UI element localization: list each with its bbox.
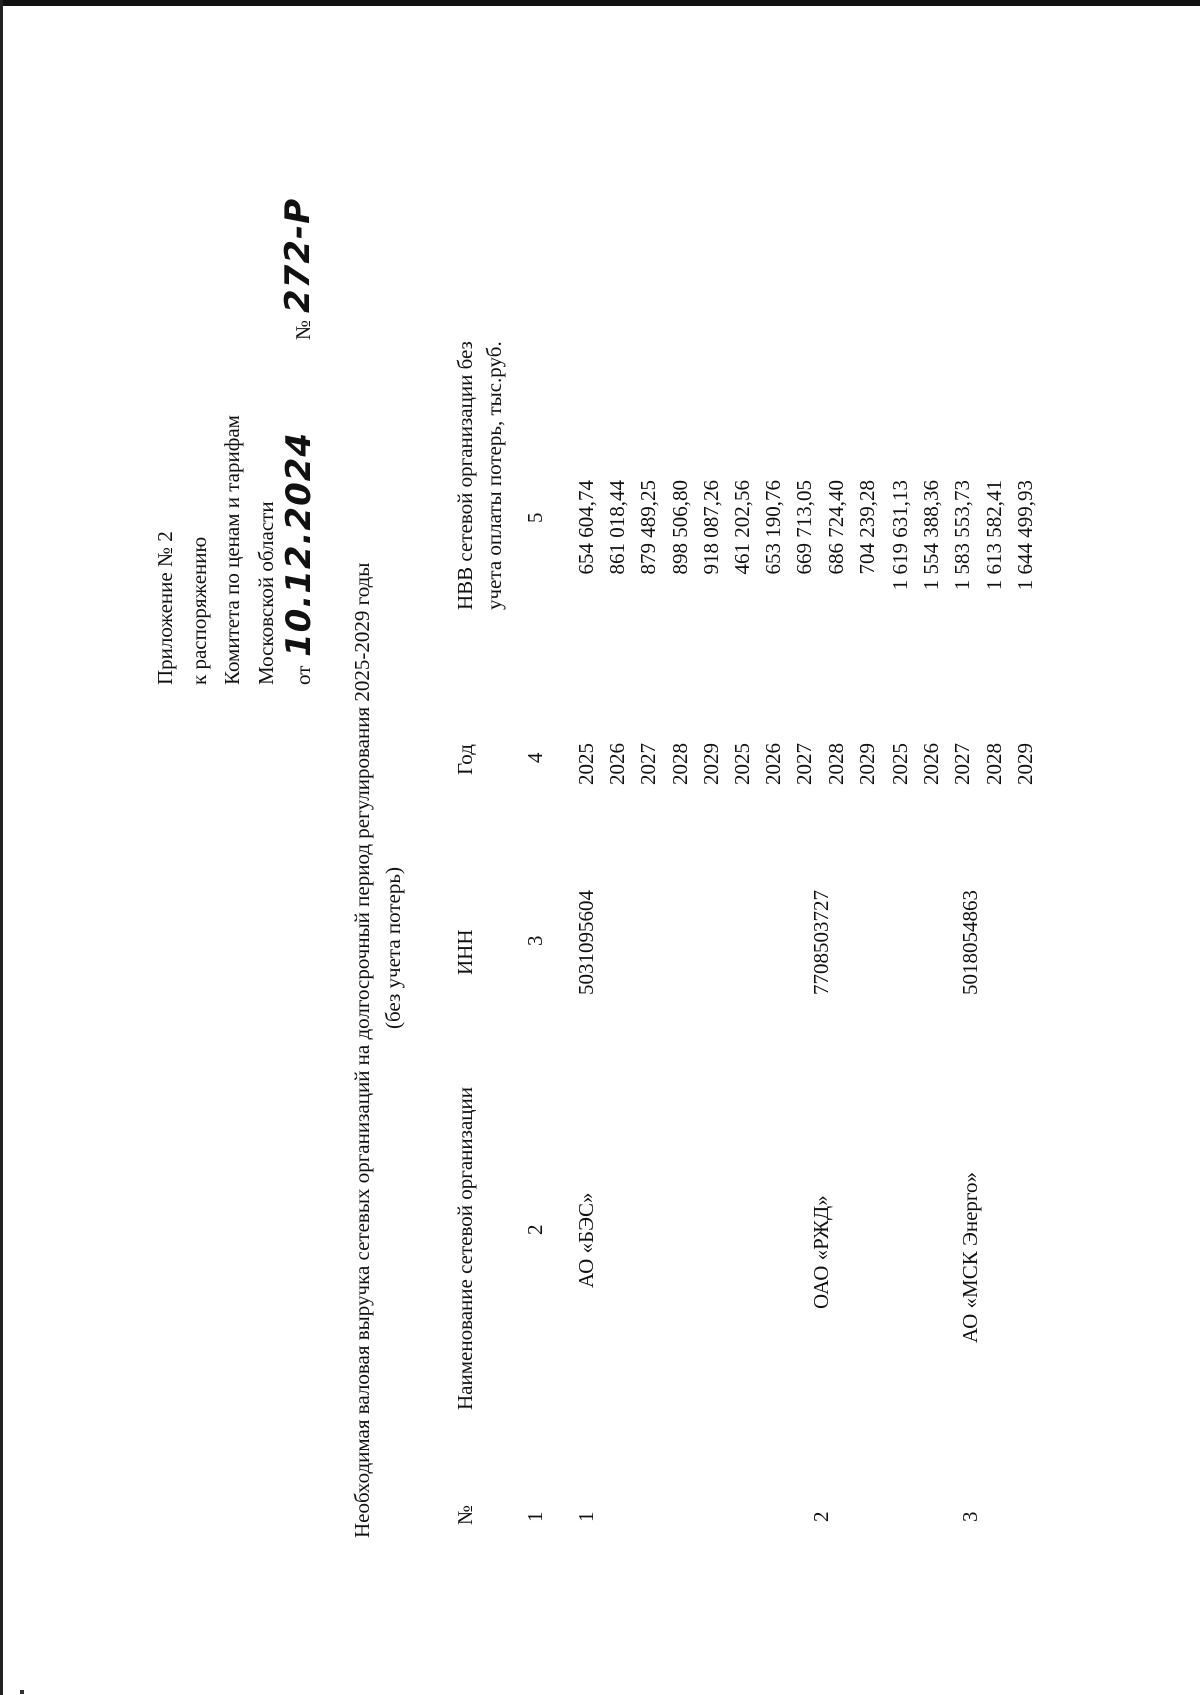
table-row-nvv: 686 724,40 [824,480,848,575]
org-3-num: 3 [958,1511,982,1522]
colnum-5: 5 [523,512,547,523]
org-3-name: АО «МСК Энерго» [958,1172,982,1343]
table-row-nvv: 1 619 631,13 [888,480,912,591]
org-1-inn: 5031095604 [574,890,598,995]
table-row-nvv: 861 018,44 [605,480,629,575]
colnum-4: 4 [523,752,547,763]
handwritten-number: 272-Р [278,197,318,313]
table-row-year: 2027 [950,743,974,785]
table-row-nvv: 879 489,25 [636,480,660,575]
appendix-line-3: Комитета по ценам и тарифам [220,415,244,685]
table-row-nvv: 653 190,76 [761,480,785,575]
handwritten-date: 10.12.2024 [279,431,319,657]
table-row-nvv: 1 613 582,41 [982,480,1006,591]
header-inn: ИНН [453,929,477,975]
header-year: Год [453,744,477,775]
colnum-1: 1 [523,1511,547,1522]
table-row-year: 2025 [730,743,754,785]
table-row-year: 2027 [792,743,816,785]
table-row-nvv: 654 604,74 [574,480,598,575]
table-row-nvv: 669 713,05 [792,480,816,575]
document-subtitle: (без учета потерь) [381,867,405,1029]
header-nvv-line2: учета оплаты потерь, тыс.руб. [482,341,506,610]
colnum-3: 3 [523,935,547,946]
org-2-inn: 7708503727 [809,890,833,995]
org-1-num: 1 [574,1511,598,1522]
table-row-nvv: 918 087,26 [699,480,723,575]
table-row-nvv: 1 554 388,36 [919,480,943,591]
table-row-nvv: 704 239,28 [855,480,879,575]
number-label: № [291,319,315,340]
table-row-year: 2025 [574,743,598,785]
date-label: от [291,665,315,685]
table-row-year: 2028 [668,743,692,785]
appendix-line-2: к распоряжению [187,536,211,685]
table-row-year: 2028 [824,743,848,785]
document-title: Необходимая валовая выручка сетевых организаций на долгосрочный период регулирования 2025-2029 годы [350,562,374,1538]
org-2-name: ОАО «РЖД» [809,1195,833,1309]
org-2-num: 2 [809,1511,833,1522]
table-row-year: 2025 [888,743,912,785]
table-row-year: 2027 [636,743,660,785]
org-1-name: АО «БЭС» [574,1192,598,1288]
table-row-year: 2029 [855,743,879,785]
table-row-year: 2026 [605,743,629,785]
colnum-2: 2 [523,1224,547,1235]
table-row-nvv: 1 644 499,93 [1013,480,1037,591]
table-row-year: 2029 [699,743,723,785]
table-row-year: 2026 [761,743,785,785]
table-row-nvv: 898 506,80 [668,480,692,575]
table-row-year: 2029 [1013,743,1037,785]
header-nvv-line1: НВВ сетевой организации без [453,341,477,610]
table-row-year: 2028 [982,743,1006,785]
appendix-line-4: Московской области [254,501,278,685]
table-row-nvv: 1 583 553,73 [950,480,974,591]
header-name: Наименование сетевой организации [453,1087,477,1410]
org-3-inn: 5018054863 [958,890,982,995]
header-num: № [453,1504,477,1525]
table-row-nvv: 461 202,56 [730,480,754,575]
appendix-line-1: Приложение № 2 [153,531,177,685]
table-row-year: 2026 [919,743,943,785]
